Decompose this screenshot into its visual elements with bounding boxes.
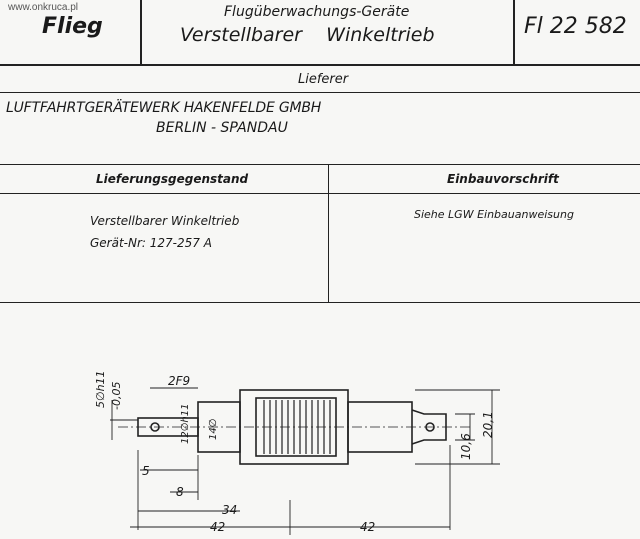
header-divider-2 (513, 0, 515, 64)
watermark: www.onkruca.pl (8, 2, 79, 13)
header-divider-1 (140, 0, 142, 64)
delivery-line2: Gerät-Nr: 127-257 A (90, 236, 212, 250)
dim-42-right: 42 (360, 520, 376, 534)
delivery-heading: Lieferungsgegenstand (96, 172, 249, 186)
dim-2f9: 2F9 (168, 374, 191, 388)
table-divider (328, 164, 329, 302)
dim-12-h11: 12∅h11 (180, 403, 191, 444)
dim-tol-005: -0,05 (110, 381, 123, 410)
dim-10-6: 10,6 (459, 433, 473, 460)
dim-5-h11: 5∅h11 (94, 370, 107, 408)
header-doc-number: Fl 22 582 (524, 14, 627, 39)
table-heading-rule (0, 193, 640, 194)
installation-text: Siehe LGW Einbauanweisung (414, 208, 574, 221)
delivery-line1: Verstellbarer Winkeltrieb (90, 214, 240, 228)
header-category: Flugüberwachungs-Geräte (224, 4, 410, 20)
dim-34: 34 (222, 503, 238, 517)
dim-14: 14∅ (208, 418, 219, 440)
header-title: Verstellbarer Winkeltrieb (180, 24, 435, 46)
supplier-heading: Lieferer (298, 72, 349, 87)
header-bottom-rule (0, 64, 640, 66)
header-left-label: Flieg (42, 14, 103, 39)
technical-drawing (0, 340, 640, 539)
table-top-rule (0, 164, 640, 165)
dim-8: 8 (176, 485, 184, 499)
supplier-line1: LUFTFAHRTGERÄTEWERK HAKENFELDE GMBH (6, 100, 322, 116)
dim-20-1: 20,1 (481, 411, 495, 438)
supplier-heading-rule (0, 92, 640, 93)
dim-5: 5 (142, 464, 150, 478)
table-bottom-rule (0, 302, 640, 303)
dim-42-left: 42 (210, 520, 226, 534)
installation-heading: Einbauvorschrift (447, 172, 559, 186)
supplier-line2: BERLIN - SPANDAU (156, 120, 288, 136)
